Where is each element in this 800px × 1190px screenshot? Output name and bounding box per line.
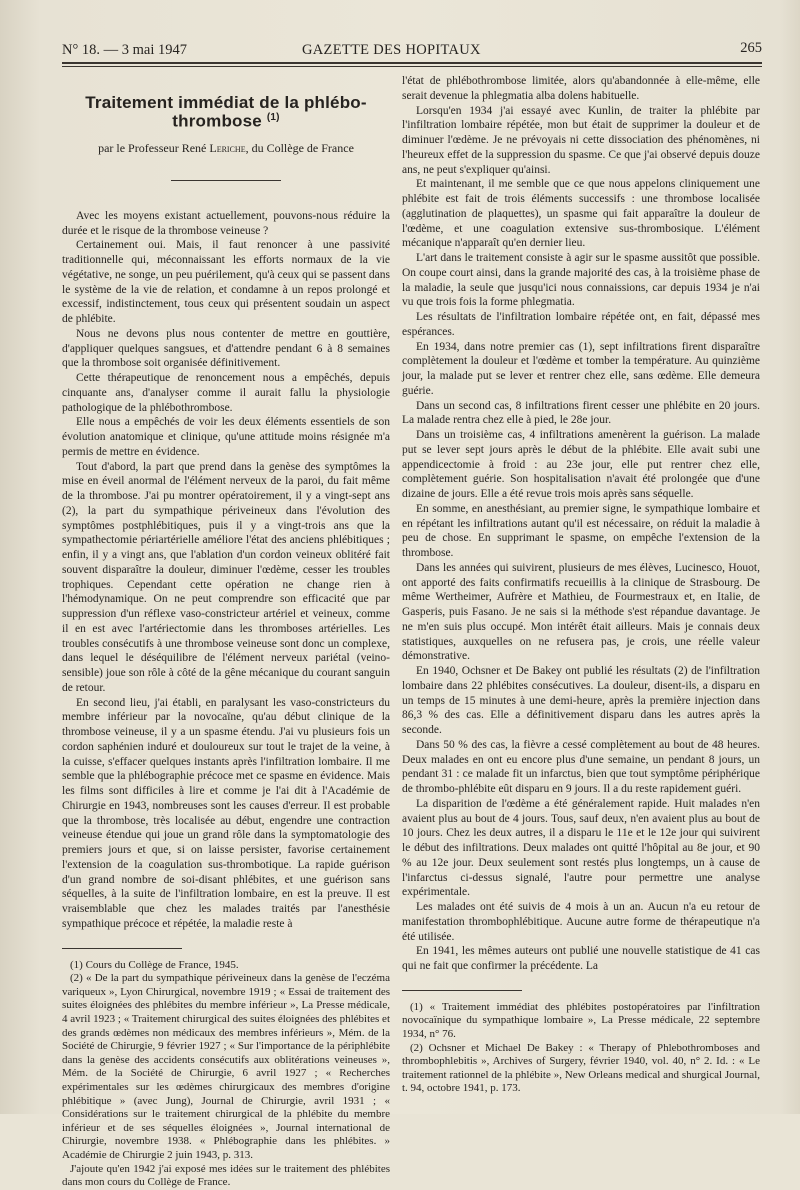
- footnote: (1) « Traitement immédiat des phlébites postopératoires par l'infiltration novocaïnique du sympathique lombaire », La Presse médicale, 22 septembre 1934, n° 76.: [402, 1000, 760, 1040]
- paragraph: En 1934, dans notre premier cas (1), sept infiltrations firent disparaître complètement la douleur et l'œdème et tomber la température. Au quinzième jour, la malade put se lever et rentrer chez elle, sans œdème. Elle demeura guérie.: [402, 340, 760, 397]
- footnotes-right: [402, 1001, 760, 1096]
- right-column: [402, 74, 760, 1096]
- footnote: (2) Ochsner et Michael De Bakey : « Therapy of Phlebothromboses and thrombophlebitis », Archives of Surgery, février 1940, vol. 40, n° 2. Id. : « Le traitement rationnel de la phlébite », New Orleans medical and shurgical Journal, t. 94, octobre 1941, p. 173.: [402, 1041, 760, 1095]
- header-rule-thin: [62, 66, 762, 67]
- footnote-separator: [62, 948, 182, 949]
- article-title-text: Traitement immédiat de la phlébo-thrombose: [85, 93, 367, 131]
- footnote: (1) Cours du Collège de France, 1945.: [70, 958, 239, 971]
- paragraph: En 1940, Ochsner et De Bakey ont publié les résultats (2) de l'infiltration lombaire dans 22 phlébites consécutives. La douleur, disent-ils, a disparu en un temps de 15 minutes à une demi-heure, après la première injection dans 86,3 % des cas. Elle a définitivement disparu dans les autres après la seconde.: [402, 665, 760, 736]
- paragraph: Avec les moyens existant actuellement, pouvons-nous réduire la durée et le risque de la thrombose veineuse ?: [62, 209, 390, 237]
- header-rule: [62, 62, 762, 64]
- footnotes-left: [62, 959, 390, 1190]
- article-byline: [62, 141, 390, 156]
- paragraph: Elle nous a empêchés de voir les deux éléments essentiels de son évolution anatomique et clinique, qu'une attitude moins résignée m'a permis de mettre en évidence.: [62, 416, 390, 458]
- paragraph: Les malades ont été suivis de 4 mois à un an. Aucun n'a eu retour de manifestation thrombophlébitique. Aucune autre forme de thérapeutique n'a été utilisée.: [402, 901, 760, 943]
- paragraph: Nous ne devons plus nous contenter de mettre en gouttière, d'appliquer quelques sangsues, et d'attendre pendant 6 à 8 semaines que la thrombose soit organisée définitivement.: [62, 327, 390, 370]
- page-number: 265: [740, 40, 762, 56]
- footnote: J'ajoute qu'en 1942 j'ai exposé mes idées sur le traitement des phlébites dans mon cours du Collège de France.: [62, 1162, 390, 1189]
- paragraph: Cette thérapeutique de renoncement nous a empêchés, depuis cinquante ans, d'analyser comme il aurait fallu la physiologie pathologique de la phlébothrombose.: [62, 372, 390, 414]
- paragraph: Lorsqu'en 1934 j'ai essayé avec Kunlin, de traiter la phlébite par l'infiltration lombaire répétée, mon but était de supprimer la douleur et de diminuer l'œdème. Je ne prévoyais ni cette dissociation des phénomènes, ni l'heureux effet de la suppression du spasme. Ce que j'ai observé depuis douze ans, ne peut s'expliquer qu'ainsi.: [402, 104, 760, 176]
- footnote-separator: [402, 990, 522, 991]
- paragraph: En somme, en anesthésiant, au premier signe, le sympathique lombaire et en répétant les infiltrations autant qu'il est nécessaire, on réduit la maladie à peu de chose. En supprimant le spasme, on empêche l'extension de la thrombose.: [402, 502, 760, 559]
- journal-name: GAZETTE DES HOPITAUX: [302, 42, 481, 58]
- issue-date: N° 18. — 3 mai 1947: [62, 42, 188, 58]
- paragraph: Et maintenant, il me semble que ce que nous appelons cliniquement une phlébite est fait de trois éléments successifs : une thrombose localisée (agglutination de plaquettes), un spasme qui fait apparaître la douleur de l'œdème, et une coagulation extensive sus-thrombosique. L'élément mécanique n'apparaît qu'en dernier lieu.: [402, 178, 760, 250]
- paragraph: Dans 50 % des cas, la fièvre a cessé complètement au bout de 48 heures. Deux malades en ont eu encore plus d'une semaine, un pendant 8 jours, un pendant 31 : ce malade fit un infarctus, bien que tout symptôme périphérique de thrombo-phlébite eût disparu en 9 jours. Il a du reste rapidement guéri.: [402, 738, 760, 795]
- paragraph: Dans les années qui suivirent, plusieurs de mes élèves, Lucinesco, Houot, ont apporté des faits confirmatifs recueillis à la clinique de Strasbourg. De même Wertheimer, Aufrère et Mathieu, de Fourmestraux et, en Italie, de Gasperis, puis Fasano. Je ne sais si la méthode s'est répandue davantage. Je ne m'en suis plus occupé. Mon intérêt était ailleurs. Mais je connais deux statistiques, auxquelles on ne refusera pas, je crois, une réelle valeur démonstrative.: [402, 561, 760, 663]
- author-name: Leriche: [209, 141, 246, 156]
- article-title: [62, 93, 390, 131]
- paragraph: Certainement oui. Mais, il faut renoncer à une passivité traditionnelle qui, méconnaissant les efforts normaux de la vie végétative, ne songe, un peu puérilement, qu'à ceux qui se passent dans le système de la vie de relation, et condamne à un repos prolongé et excessif, indistinctement, tous ceux qui présentent soudain un aspect de phlébite.: [62, 239, 390, 326]
- paragraph: l'état de phlébothrombose limitée, alors qu'abandonnée à elle-même, elle serait devenue la phlegmatia alba dolens habituelle.: [402, 75, 760, 102]
- paragraph: L'art dans le traitement consiste à agir sur le spasme aussitôt que possible. On coupe court ainsi, dans la grande majorité des cas, à la troisième phase de la maladie, la seule que jusqu'ici nous connaissions, car depuis 1934 je n'ai vu que trois fois la forme phlegmatia.: [402, 252, 760, 309]
- footnote: (2) « De la part du sympathique périveineux dans la genèse de l'eczéma variqueux », Lyon Chirurgical, novembre 1919 ; « Essai de traitement des suites éloignées des phlébites du membre inférieur », La Presse médicale, 4 avril 1923 ; « Traitement chirurgical des suites éloignées des phlébites et des grands œdèmes non médicaux des membres inférieurs », Mém. de la Société de Chirurgie, 9 février 1927 ; « Sur l'importance de la périphlébite dans la genèse des accidents consécutifs aux oblitérations veineuses », Mém. de la Société de Chirurgie, 6 avril 1927 ; « Recherches expérimentales sur les œdèmes chirurgicaux des membres d'origine phlébitique » (avec Jung), Journal de Chirurgie, avril 1931 ; « Considérations sur le traitement chirurgical de la phlébite du membre inférieur et de ses séquelles éloignées », Journal international de Chirurgie, novembre 1938. « Phlébographie dans les phlébites. » Académie de Chirurgie 2 juin 1943, p. 313.: [62, 972, 390, 1161]
- paragraph: En second lieu, j'ai établi, en paralysant les vaso-constricteurs du membre inférieur par la novocaïne, qu'au début clinique de la thrombose veineuse, il y a un spasme étendu. J'ai vu plusieurs fois un cordon saphénien induré et douloureux sur tout le trajet de la veine, à la cuisse, s'effacer quelques instants après l'infiltration lombaire. Il me semble que la phlébographie précoce met ce spasme en évidence. Mais les films sont difficiles à lire et comme je l'ai dit à l'Académie de Chirurgie en 1943, nombreuses sont les causes d'erreur. Il est probable que la thrombose, très localisée au début, engendre une contraction veineuse étendue qui joue un grand rôle dans la symptomatologie des premiers jours et que, si on laisse persister, favorise certainement l'extension de la coagulation sus-thrombotique. La rapide guérison d'un grand nombre de soi-disant phlébites, et une guérison sans séquelles, à la suite de l'infiltration lombaire, en est la preuve. Il est vraisemblable que chez les malades traités par l'anesthésie sympathique précoce et répétée, la maladie reste à: [62, 696, 390, 930]
- paragraph: La disparition de l'œdème a été généralement rapide. Huit malades n'en avaient plus au bout de 4 jours. Tous, sauf deux, n'en avaient plus au bout de 10 jours. Chez les deux autres, il a disparu le 11e et le 12e jour qui suivirent le début des infiltrations. Deux malades ont quitté l'hôpital au 8e jour, et 90 % au 12e jour. Deux seulement sont restés plus longtemps, un à cause de l'infarctus ci-dessus signalé, l'autre pour permettre une analyse expérimentale.: [402, 797, 760, 899]
- title-separator: [171, 180, 281, 181]
- paragraph: Dans un troisième cas, 4 infiltrations amenèrent la guérison. La malade put se lever sept jours après le début de la phlébite. Elle avait subi une appendicectomie à froid : au 23e jour, elle put rentrer chez elle, complètement guérie. Son hospitalisation n'avait été prolongée que d'une dizaine de jours. Elle a été revue trois mois après sans séquelle.: [402, 429, 760, 500]
- left-column: [62, 74, 390, 1190]
- paragraph: En 1941, les mêmes auteurs ont publié une nouvelle statistique de 41 cas qui ne fait que confirmer la précédente. La: [402, 945, 760, 972]
- author-prefix: par le Professeur René: [98, 141, 207, 156]
- paragraph: Dans un second cas, 8 infiltrations firent cesser une phlébite en 20 jours. La malade rentra chez elle à pied, le 28e jour.: [402, 399, 760, 427]
- paragraph: Les résultats de l'infiltration lombaire répétée ont, en fait, dépassé mes espérances.: [402, 311, 760, 338]
- title-footnote-ref: (1): [266, 111, 280, 123]
- author-affiliation: , du Collège de France: [245, 141, 354, 156]
- paragraph: Tout d'abord, la part que prend dans la genèse des symptômes la mise en éveil anormal de l'élément nerveux de la paroi, du fait même de la thrombose. J'ai pu montrer opératoirement, il y a vingt-sept ans (2), la part du sympathique périveineux dans l'évolution des symptômes postphlébitiques, puis il y a vingt-trois ans que la sympathectomie périartérielle améliore l'état des anciens phlébitiques ; enfin, il y a vingt ans, que l'ablation d'un cordon veineux oblitéré fait souvent disparaître la douleur, diminuer l'œdème, cesser les troubles trophiques. Cependant cette opération ne change rien à l'hémodynamique. On ne peut comprendre son efficacité que par suppression d'un réflexe vaso-constricteur artériel et veineux, comme il en est avec l'artériectomie dans les thromboses artérielles. Les troubles consécutifs à une thrombose veineuse sont donc un complexe, dans lequel le déséquilibre de l'élément nerveux pariétal (veino-sensible) joue son rôle à côté de la gêne mécanique du courant sanguin de retour.: [62, 460, 390, 694]
- running-header: [62, 42, 762, 62]
